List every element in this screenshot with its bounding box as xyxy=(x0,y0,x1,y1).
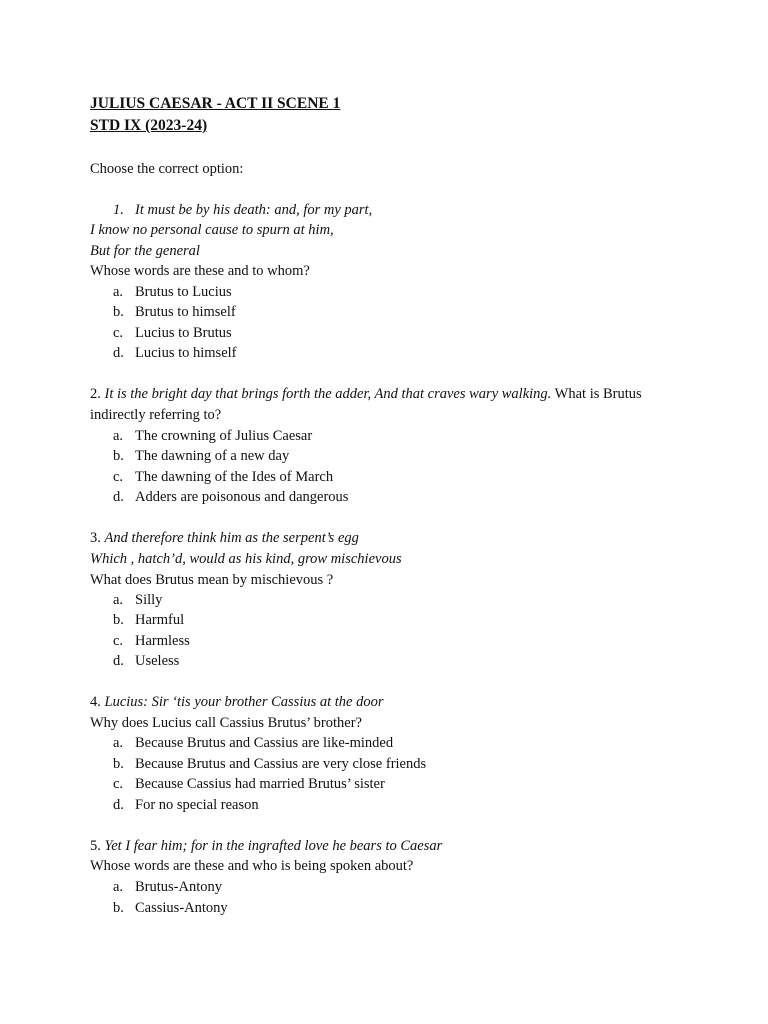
q4-option-d xyxy=(113,796,259,814)
q2-option-b xyxy=(113,447,289,465)
option-text: Brutus to Lucius xyxy=(135,284,232,300)
option-text: Harmless xyxy=(135,633,190,649)
q4-line1 xyxy=(90,693,384,711)
option-letter: a. xyxy=(113,735,124,751)
instruction-text: Choose the correct option: xyxy=(90,161,244,177)
q2-question-part2: indirectly referring to? xyxy=(90,407,222,423)
q5-line1 xyxy=(90,837,442,855)
option-text: Because Brutus and Cassius are like-minded xyxy=(135,735,394,751)
q2-option-c xyxy=(113,468,333,486)
q1-quote-line2: I know no personal cause to spurn at him, xyxy=(90,222,334,238)
q1-number: 1. xyxy=(113,202,124,218)
q1-option-d xyxy=(113,344,237,362)
option-letter: c. xyxy=(113,325,124,341)
option-text: Brutus to himself xyxy=(135,304,236,320)
option-letter: a. xyxy=(113,428,124,444)
option-text: Useless xyxy=(135,653,180,669)
worksheet-subtitle: STD IX (2023-24) xyxy=(90,117,208,134)
q1-option-c xyxy=(113,324,232,342)
option-text: The dawning of a new day xyxy=(135,448,290,464)
q1-option-b xyxy=(113,303,236,321)
option-text: Because Cassius had married Brutus’ sister xyxy=(135,776,385,792)
q2-option-a xyxy=(113,427,312,445)
q2-number: 2. xyxy=(90,386,101,402)
q4-quote: Lucius: Sir ‘tis your brother Cassius at the door xyxy=(104,694,384,710)
q3-option-d xyxy=(113,652,179,670)
option-text: Brutus-Antony xyxy=(135,879,222,895)
q1-question: Whose words are these and to whom? xyxy=(90,263,310,279)
q5-quote: Yet I fear him; for in the ingrafted love he bears to Caesar xyxy=(104,838,443,854)
option-letter: c. xyxy=(113,633,124,649)
option-letter: d. xyxy=(113,797,124,813)
option-text: Silly xyxy=(135,592,163,608)
option-letter: a. xyxy=(113,879,124,895)
q3-quote-line2: Which , hatch’d, would as his kind, grow mischievous xyxy=(90,551,402,567)
option-letter: b. xyxy=(113,900,124,916)
q2-line1 xyxy=(90,385,642,403)
option-text: Lucius to himself xyxy=(135,345,237,361)
option-letter: a. xyxy=(113,592,124,608)
q2-question-part1: What is Brutus xyxy=(554,386,642,402)
q3-question: What does Brutus mean by mischievous ? xyxy=(90,572,334,588)
q2-option-d xyxy=(113,488,348,506)
q3-line1 xyxy=(90,529,359,547)
option-text: Because Brutus and Cassius are very close friends xyxy=(135,756,427,772)
q4-option-c xyxy=(113,775,385,793)
q1-option-a xyxy=(113,283,232,301)
q5-option-a xyxy=(113,878,222,896)
option-letter: b. xyxy=(113,304,124,320)
option-text: Adders are poisonous and dangerous xyxy=(135,489,349,505)
q4-option-b xyxy=(113,755,426,773)
q3-option-b xyxy=(113,611,184,629)
worksheet-title: JULIUS CAESAR - ACT II SCENE 1 xyxy=(90,95,341,112)
q4-option-a xyxy=(113,734,393,752)
q4-number: 4. xyxy=(90,694,101,710)
option-letter: b. xyxy=(113,756,124,772)
option-letter: d. xyxy=(113,345,124,361)
option-text: The crowning of Julius Caesar xyxy=(135,428,313,444)
q5-number: 5. xyxy=(90,838,101,854)
option-text: For no special reason xyxy=(135,797,259,813)
option-letter: d. xyxy=(113,489,124,505)
q1-quote-text: It must be by his death: and, for my part, xyxy=(135,202,373,218)
q3-number: 3. xyxy=(90,530,101,546)
q3-option-c xyxy=(113,632,190,650)
q1-quote-line3: But for the general xyxy=(90,243,200,259)
q3-quote-line1: And therefore think him as the serpent’s egg xyxy=(104,530,359,546)
option-letter: a. xyxy=(113,284,124,300)
option-text: Cassius-Antony xyxy=(135,900,228,916)
q1-quote-line1 xyxy=(113,201,372,219)
q5-question: Whose words are these and who is being spoken about? xyxy=(90,858,414,874)
q5-option-b xyxy=(113,899,228,917)
q2-quote: It is the bright day that brings forth the adder, And that craves wary walking. xyxy=(104,386,552,402)
option-text: Harmful xyxy=(135,612,185,628)
q4-question: Why does Lucius call Cassius Brutus’ brother? xyxy=(90,715,362,731)
option-letter: c. xyxy=(113,469,124,485)
option-text: The dawning of the Ides of March xyxy=(135,469,334,485)
option-letter: c. xyxy=(113,776,124,792)
option-letter: d. xyxy=(113,653,124,669)
q3-option-a xyxy=(113,591,162,609)
option-letter: b. xyxy=(113,448,124,464)
option-letter: b. xyxy=(113,612,124,628)
option-text: Lucius to Brutus xyxy=(135,325,232,341)
